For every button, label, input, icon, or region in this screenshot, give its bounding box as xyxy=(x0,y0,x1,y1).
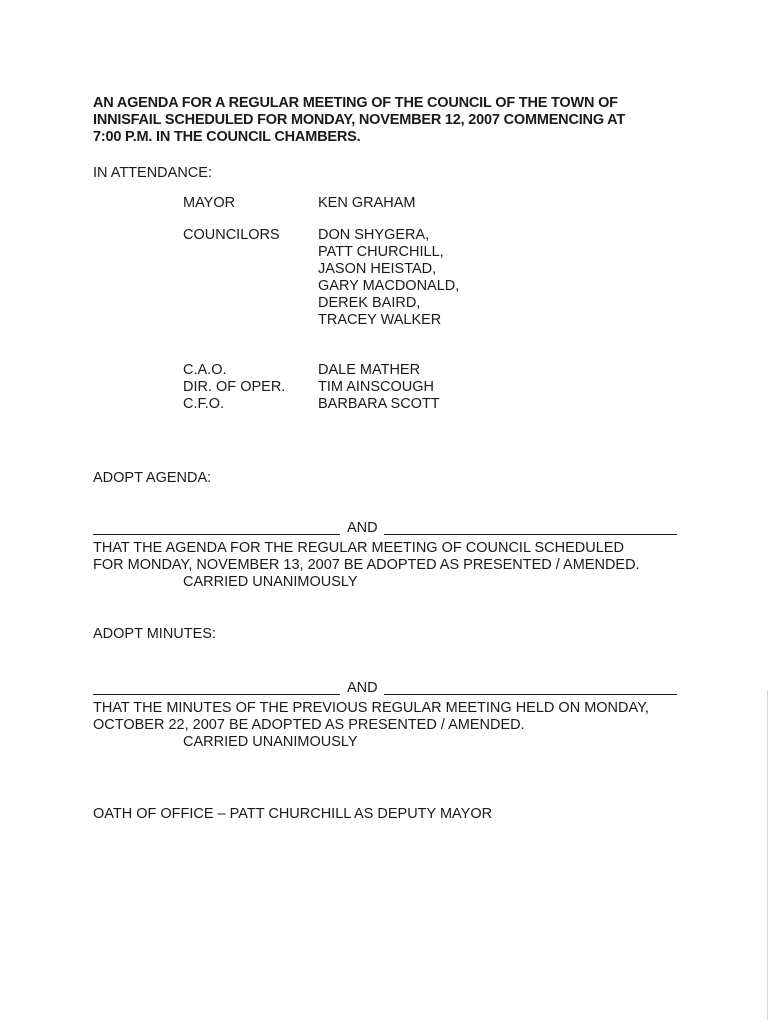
and-label: AND xyxy=(347,680,378,696)
councilor-name: DON SHYGERA, xyxy=(318,227,430,243)
motion-line: OCTOBER 22, 2007 BE ADOPTED AS PRESENTED / AMENDED. xyxy=(93,717,525,733)
staff-role: C.F.O. xyxy=(183,396,225,412)
scan-edge-shadow xyxy=(767,690,768,1020)
councilors-role: COUNCILORS xyxy=(183,227,280,243)
mayor-name: KEN GRAHAM xyxy=(318,195,416,211)
title-line: 7:00 P.M. IN THE COUNCIL CHAMBERS. xyxy=(93,129,361,145)
councilor-name: GARY MACDONALD, xyxy=(318,278,460,294)
attendance-heading: IN ATTENDANCE: xyxy=(93,165,212,181)
oath-of-office-item: OATH OF OFFICE – PATT CHURCHILL AS DEPUTY MAYOR xyxy=(93,806,493,822)
councilor-name: DEREK BAIRD, xyxy=(318,295,421,311)
motion-line: FOR MONDAY, NOVEMBER 13, 2007 BE ADOPTED AS PRESENTED / AMENDED. xyxy=(93,557,640,573)
adopt-agenda-heading: ADOPT AGENDA: xyxy=(93,470,212,486)
title-line: AN AGENDA FOR A REGULAR MEETING OF THE COUNCIL OF THE TOWN OF xyxy=(93,95,618,111)
mover-signature-line xyxy=(93,694,340,695)
agenda-motion xyxy=(93,540,640,574)
mover-signature-line xyxy=(93,534,340,535)
title-line: INNISFAIL SCHEDULED FOR MONDAY, NOVEMBER 12, 2007 COMMENCING AT xyxy=(93,112,626,128)
staff-name: DALE MATHER xyxy=(318,362,421,378)
motion-result: CARRIED UNANIMOUSLY xyxy=(183,734,358,750)
councilor-name: TRACEY WALKER xyxy=(318,312,442,328)
mayor-role: MAYOR xyxy=(183,195,236,211)
agenda-title xyxy=(93,95,683,146)
staff-role: DIR. OF OPER. xyxy=(183,379,286,395)
and-label: AND xyxy=(347,520,378,536)
motion-result: CARRIED UNANIMOUSLY xyxy=(183,574,358,590)
staff-name: BARBARA SCOTT xyxy=(318,396,440,412)
seconder-signature-line xyxy=(384,534,677,535)
staff-name: TIM AINSCOUGH xyxy=(318,379,435,395)
councilor-name: JASON HEISTAD, xyxy=(318,261,437,277)
adopt-minutes-heading: ADOPT MINUTES: xyxy=(93,626,216,642)
motion-line: THAT THE AGENDA FOR THE REGULAR MEETING OF COUNCIL SCHEDULED xyxy=(93,540,624,556)
seconder-signature-line xyxy=(384,694,677,695)
councilor-name: PATT CHURCHILL, xyxy=(318,244,444,260)
minutes-motion xyxy=(93,700,649,734)
motion-line: THAT THE MINUTES OF THE PREVIOUS REGULAR MEETING HELD ON MONDAY, xyxy=(93,700,649,716)
staff-role: C.A.O. xyxy=(183,362,227,378)
